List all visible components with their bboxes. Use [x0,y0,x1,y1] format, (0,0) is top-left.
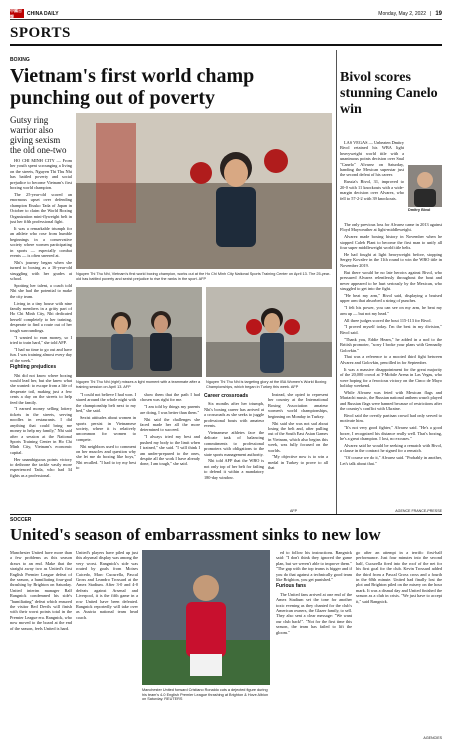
paragraph: Living in a tiny house with nine family members in a gritty part of Ho Chi Minh City, Nhi dedicated herself completely to her training, desperate to find a route out of her tough surroundings. [10,300,72,333]
ronaldo-photo [142,550,270,685]
paragraph: "It's not very good fighter," Alvarez said. "He's a good boxer, I recognized his distance really well. That's boxing, he's a great champion. I lost, no excuses." [340,425,442,442]
ronaldo-caption: Manchester United forward Cristiano Ronaldo cuts a dejected figure during his team's 4-0 English Premier League thrashing at Brighton & Hove Albion on Saturday. REUTERS [142,688,269,702]
main-body-col4 [204,392,264,512]
paragraph: "I felt his power, you can see on my arm, he beat my arm up — but not my head." [340,305,442,316]
subhead-furious-fans: Furious fans [276,583,307,590]
masthead: 中國日報 CHINA DAILY Monday, May 2, 2022 | 19 [10,7,442,19]
paragraph: It was a massive disappointment for the great majority of the 20,000 crowd at T-Mobile Arena in Las Vegas, who were hoping for a ferocious victory on the Cinco de Mayo holiday weekend. [340,366,442,388]
subhead-career-crossroads: Career crossroads [204,393,249,399]
caption-training: Nguyen Thi Thu Nhi is targeting glory at the IBA Women's World Boxing Championships, which began in Turkey this week. AFP [206,380,327,389]
issue-date: Monday, May 2, 2022 [378,10,426,17]
paragraph: HO CHI MINH CITY — From her youth spent scrounging a living on the streets, Nguyen Thi Thu Nhi has battled poverty and social prejudice to become Vietnam's first boxing world champion. [10,158,72,191]
bottom-credit: AGENCIES [423,736,442,740]
paragraph: "He beat my arm," Bivol said, displaying a bruised upper arm that absorbed a string of punches. [340,292,442,304]
paragraph: "Of course we do it," Alvarez said. "Probably in another, Let's talk about that." [340,455,442,466]
photo-teammate [76,287,202,377]
paragraph: Alvarez made boxing history in November when he stopped Caleb Plant to become the first man to unify all four super middleweight world title belts. [340,234,442,251]
paragraph: That was a reference to a mooted third fight between Alvarez and Golovkin, pencilled in for September. [340,354,442,365]
column-divider [336,50,337,515]
paragraph: Alvarez said he would be seeking a rematch with Bivol, a clause in the contract he signed for a rematch. [340,443,442,454]
paragraph: "I could not believe I had won. I stared around the whole night with the championship belt next to my bed," she said. [76,392,136,414]
main-kicker: BOXING [10,57,30,63]
paragraph: Nhi did not know where boxing would lead her, but she knew what she wanted: to escape from a life of desperate toil, making just a few cents a day on the streets to help feed the family. [10,372,72,405]
bottom-col6: go after an attempt in a terrific first-half performance. Just four minutes into the second half, Cucurella fired into the roof of the net for his first goal for the club. Kevin Trossard added the third from a Pascal Gross cross and a fourth in the 60th minute. United had finally lost the plot and Brighton piled on the misery on the hour mark. It was a dismal day and United finished the season as a club in crisis. "We just have to accept it," said Rangnick. [356,550,442,604]
sidebar-body-top [340,140,404,220]
bottom-rule [10,514,442,515]
paragraph: Nhi neighbors used to comment on her muscles and question why she let me do boxing like boys," Nhi recalled. "I had to try my best to [76,443,136,471]
paragraph: Instead, she opted to represent her country at the International Boxing Association amateur women's world championships, beginning on Monday in Turkey. [268,392,328,419]
paragraph: Nhi said she was not sad about losing the belt and, after pulling out of the South East Asian Games in Vietnam, which also begins this week, was fully focused on the worlds. [268,420,328,453]
paragraph: He had fought at light heavyweight before, stopping Sergey Kovalev in the 11th round to win the WBO title in November 2019. [340,252,442,268]
paragraph: "I wanted to earn money, so I tried to train hard," she told AFP. [10,334,72,345]
paragraph: "My objective now is to win a medal in Turkey to prove to all that [268,454,328,471]
paragraph: It was a remarkable triumph for an athlete who rose from humble beginnings in a conservative society where women participating in sports — especially combat events — is often sneered at. [10,225,72,258]
paragraph: Vietnamese athletes face the delicate task of balancing commitments to professional promoters with obligations to the state sports management authority. [204,429,264,457]
subhead-fighting-prejudices: Fighting prejudices [10,364,57,371]
sidebar-headline: Bivol scores stunning Canelo win [340,70,438,117]
paragraph: "I earned money selling lottery tickets in the streets, serving noodles in restaurants. I did anything that could bring me money to help my family," Nhi said after a session at the National Sports Training Center in Ho Chi Minh City, Vietnam's economic capital. [10,406,72,455]
paragraph: "I had no time to go out and have fun. I was training almost every day of the week." [10,346,72,363]
main-body-col5 [268,392,328,512]
section-rule [10,44,442,46]
paragraph: "I proved myself today. I'm the best in my division," Bivol said. [340,324,442,335]
main-body-col2 [76,392,136,512]
newspaper-seal-icon: 中國日報 [10,7,22,19]
paragraph: LAS VEGAS — Unbeaten Dmitry Bivol retained his WBA light heavyweight world title with a unanimous points decision over Saul "Canelo" Alvarez on Saturday, handing the Mexican superstar just the second defeat of his career. [340,140,404,178]
bottom-col1: Manchester United have more than a few problems as this season draws to an end. Make that the straight away two as United's first English Premier League defeat of the season, a humiliating four-goal thrashing by Brighton on Saturday. United interim manager Ralf Rangnick condemned his side's "humiliating" defeat which ensured the visitor Red Devils will finish with their worst points total in the Premier League era. Rangnick, who now moved to the board at the end of the season, feels United is hard. [10,550,72,631]
paragraph: Her unambiguous points victory to dethrone the tackle vastly more experienced Tada, who had 34 fights as a professional. [10,456,72,478]
paragraph: All three judges scored the bout 115-113 for Bivol. [344,317,432,323]
main-body-col3 [140,392,200,512]
paragraph: While Alvarez was feted with Mexican flags and Mariachi music, the Russian national anthem wasn't played and Russian flags were banned because of restrictions after the country's conflict with Ukraine. [340,389,442,412]
paragraph: Nhi said the challenges she faced made her all the more determined to succeed. [140,416,200,433]
bivol-photo [408,165,442,207]
bottom-kicker: SOCCER [10,517,32,523]
sidebar-credit: AGENCE FRANCE-PRESSE [395,509,442,513]
main-photo-caption: Nguyen Thi Thu Nhi, Vietnam's first world boxing champion, works out at the Ho Chi Minh City National Sports Training Center on April 13. The 25-year-old has battled poverty and sexist prejudice to rise the ranks in the sport. AFP [76,272,331,281]
photo-training [206,287,332,377]
bottom-col2: United's players have piled up just this abysmal display was among the very worst. Rangnick's side was routed by goals from Moises Caicedo, Marc Cucurella, Pascal Gross and Leandro Trossard at the Amex Stadium. After 3-0 and 4-0 defeats against Arsenal and Liverpool, it is the fifth game in a row United have been defeated. Rangnick reportedly will take over as Austria national team head coach. [76,550,138,620]
section-title: SPORTS [10,25,71,41]
paragraph: But there would be no late heroics against Bivol, who pressured Alvarez relentlessly throughout the bout and never appeared to be hurt seriously by the Mexican, who struggled to get into the fight. [340,269,442,291]
paper-name: CHINA DAILY [27,10,59,17]
paragraph: Spotting her talent, a coach told Nhi she had the potential to make the city team. [10,282,72,299]
paragraph: show them that the path I had chosen was right for me. [140,392,200,403]
paragraph: "Thank you, Eddie Hearn," he added in a nod to the British promoter, "sorry I broke your plans with Gennadiy Golovkin." [340,336,442,353]
paragraph: The United fans arrived at one end of the Amex Stadium set the tone for another toxic evening as they chanted for the club's American owners, the Glazer family, to sell. They also sent a clear message: "We want our club back!". "Not for the first time this season, the team has failed to lift the gloom." [276,591,352,635]
main-deck: Gutsy ring warrior also giving sexism the old one-two [10,115,67,155]
paragraph: The only previous loss for Alvarez came in 2013 against Floyd Mayweather at light-middleweight. [340,222,442,233]
main-headline: Vietnam's first world champ punching out of poverty [10,65,255,109]
page-number: 19 [435,10,442,17]
bottom-headline: United's season of embarrassment sinks to new low [10,525,381,544]
paragraph: Nhi told AFP that the WBO is not only top of her belt for failing to defend it within a mandatory 180-day window. [204,458,264,480]
main-photo [76,113,332,269]
paragraph: The 25-year-old scored an enormous upset over defending champion Etsuko Tada of Japan in October to claim the World Boxing Organization mini-flyweight belt in just her fifth professional fight. [10,191,72,224]
paragraph: Sexist attitudes about women in sports persist in Vietnamese society, where it is relatively uncommon for women to compete. [76,415,136,442]
bottom-col5 [276,550,352,738]
paragraph: Nhi's journey began when she turned to boxing as a 16-year-old struggling with her grades at school. [10,259,72,282]
main-credit: AFP [290,509,297,513]
bivol-caption: Dmitry Bivol [408,208,431,212]
paragraph: Bivol said the overtly partisan crowd had only served to motivate him. [340,413,442,424]
paragraph: Six months after her triumph, Nhi's boxing career has arrived at a crossroads as she seeks to juggle professional bouts with amateur events. [204,401,264,429]
masthead-logo [10,9,59,18]
paragraph: "I am told by things my parents are doing, I was better than them." [140,404,200,415]
paragraph: ed to follow his instructions. Rangnick said: "I don't think they ignored the game plan, but we weren't able to improve them." "The gap with the top teams is bigger and if you do that against a technically good team like Brighton, you get punished." [276,550,352,583]
paragraph: "I always tried my best and pushed my body to the limit when I trained," she said. "I will think I am under-prepared to the ones, despite all the work I have already done, I am tough," she said. [140,434,200,467]
sidebar-body [340,222,442,507]
main-body-col1 [10,158,72,508]
paragraph: Russia's Bivol, 31, improved to 20-0 with 11 knockouts with a wide-margin decision over Alvarez, who fell to 57-2-2 with 39 knockouts. [340,179,404,201]
caption-teammate: Nguyen Thi Thu Nhi (right) misses a light moment with a teammate after a training session on April 13. AFP [76,380,201,389]
